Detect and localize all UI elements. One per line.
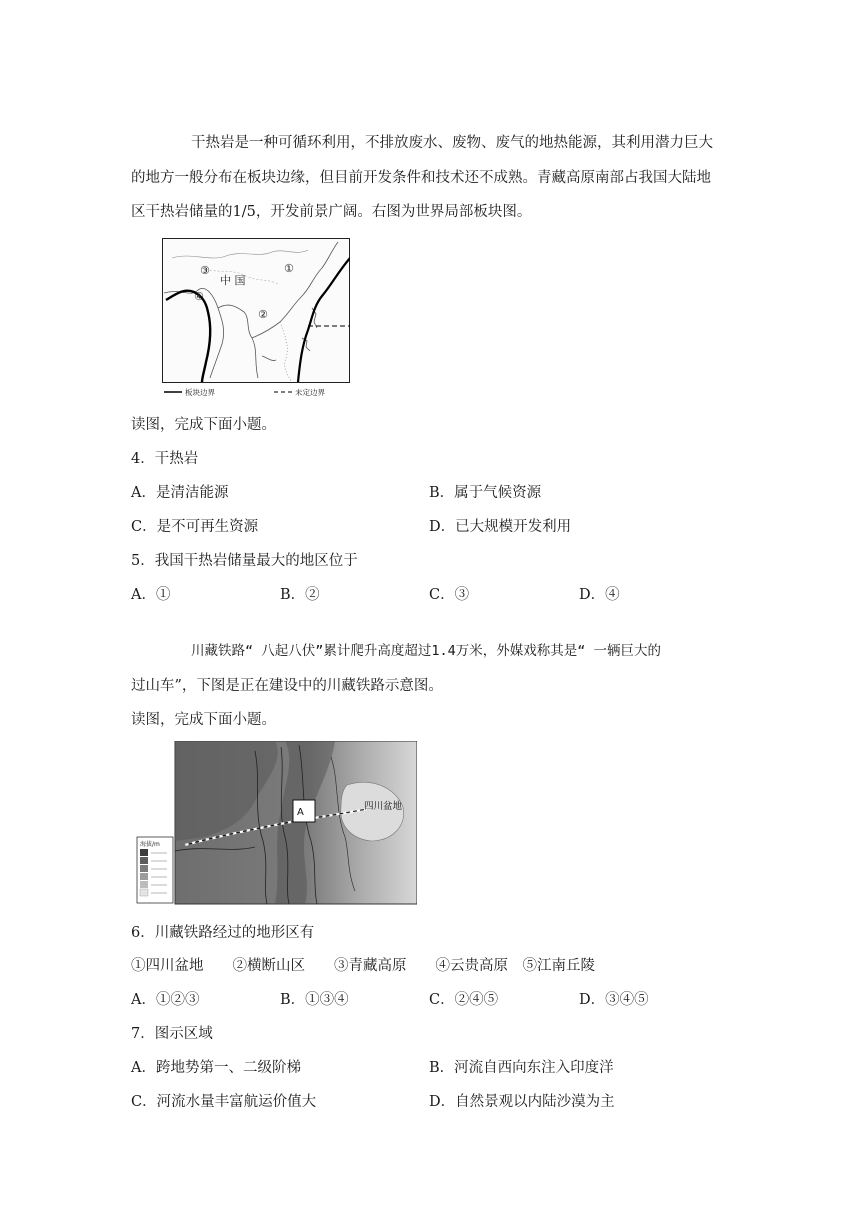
map1-marker-4: ④	[194, 290, 204, 303]
map1-marker-3: ③	[200, 264, 210, 277]
sichuan-tibet-railway-map	[135, 741, 417, 906]
passage1-line3: 区干热岩储量的1/5，开发前景广阔。右图为世界局部板块图。	[131, 204, 532, 220]
q6-choices: ①四川盆地 ②横断山区 ③青藏高原 ④云贵高原 ⑤江南丘陵	[131, 958, 595, 974]
q5-option-c[interactable]: C．③	[429, 587, 470, 603]
elevation-legend-title: 海拔/m	[140, 841, 160, 848]
q4-option-a[interactable]: A．是清洁能源	[131, 485, 229, 501]
q7-option-a[interactable]: A．跨地势第一、二级阶梯	[131, 1060, 301, 1076]
q6-option-d[interactable]: D．③④⑤	[579, 992, 649, 1008]
instruction2: 读图，完成下面小题。	[131, 712, 276, 728]
map1-marker-2: ②	[258, 308, 268, 321]
passage2-line1: 川藏铁路“ 八起八伏”累计爬升高度超过1.4万米，外媒戏称其是“ 一辆巨大的	[191, 643, 662, 659]
plate-boundary-map	[162, 238, 350, 398]
q5-stem: 5．我国干热岩储量最大的地区位于	[131, 553, 358, 569]
q5-option-a[interactable]: A．①	[131, 587, 171, 603]
map1-label-china: 中 国	[220, 274, 246, 287]
q6-stem: 6．川藏铁路经过的地形区有	[131, 925, 315, 941]
q4-option-d[interactable]: D．已大规模开发利用	[429, 519, 572, 535]
q5-option-d[interactable]: D．④	[579, 587, 620, 603]
q6-option-c[interactable]: C．②④⑤	[429, 992, 499, 1008]
q6-option-a[interactable]: A．①②③	[131, 992, 200, 1008]
map1-marker-1: ①	[284, 262, 294, 275]
passage2-line2: 过山车”，下图是正在建设中的川藏铁路示意图。	[131, 678, 443, 694]
q7-option-d[interactable]: D．自然景观以内陆沙漠为主	[429, 1094, 615, 1110]
map2-label-a: A	[297, 807, 304, 818]
q4-stem: 4．干热岩	[131, 451, 199, 467]
map2-label-sichuan-basin: 四川盆地	[364, 801, 403, 812]
passage1-line1: 干热岩是一种可循环利用，不排放废水、废物、废气的地热能源，其利用潜力巨大	[191, 135, 713, 151]
legend-undetermined-label: 未定边界	[295, 388, 325, 397]
q7-option-b[interactable]: B．河流自西向东注入印度洋	[429, 1060, 614, 1076]
q7-stem: 7．图示区域	[131, 1026, 213, 1042]
passage1-line2: 的地方一般分布在板块边缘，但目前开发条件和技术还不成熟。青藏高原南部占我国大陆地	[131, 170, 711, 186]
q5-option-b[interactable]: B．②	[280, 587, 320, 603]
q6-option-b[interactable]: B．①③④	[280, 992, 349, 1008]
legend-plate-label: 板块边界	[185, 388, 215, 397]
q4-option-b[interactable]: B．属于气候资源	[429, 485, 542, 501]
q7-option-c[interactable]: C．河流水量丰富航运价值大	[131, 1094, 317, 1110]
instruction1: 读图，完成下面小题。	[131, 417, 276, 433]
q4-option-c[interactable]: C．是不可再生资源	[131, 519, 259, 535]
